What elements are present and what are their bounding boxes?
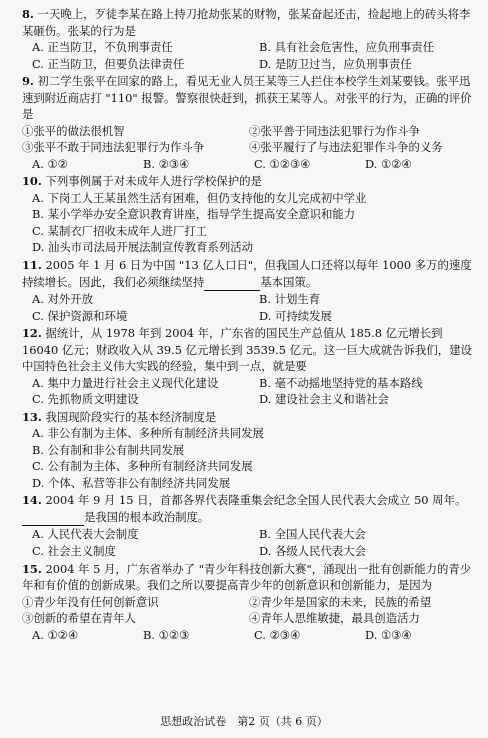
options — [22, 425, 476, 491]
option-d: D. 汕头市司法局开展法制宣传教育系列活动 — [32, 240, 254, 255]
answer-blank[interactable] — [204, 274, 260, 292]
option-b: B. 具有社会危害性，应负刑事责任 — [259, 40, 435, 55]
question-number: 12. — [22, 326, 42, 341]
question-stem — [22, 325, 476, 375]
option-b: B. 某小学举办安全意识教育讲座，指导学生提高安全意识和能力 — [32, 207, 356, 222]
option-b: B. ①②③ — [143, 627, 190, 642]
options — [22, 291, 476, 324]
statement-2: ②张平善于同违法犯罪行为作斗争 — [249, 123, 420, 138]
option-b: B. 计划生育 — [259, 292, 321, 307]
option-b: B. 全国人民代表大会 — [259, 527, 366, 542]
statement-4: ④青年人思维敏捷，最具创造活力 — [249, 611, 420, 626]
options — [22, 39, 476, 72]
option-c: C. ②③④ — [254, 627, 301, 642]
option-a: A. 正当防卫，不负刑事责任 — [32, 40, 173, 55]
options — [22, 627, 476, 644]
option-d: D. ①③④ — [365, 627, 412, 642]
options — [22, 526, 476, 559]
option-b: B. 毫不动摇地坚持党的基本路线 — [259, 375, 423, 390]
question-stem — [22, 492, 476, 526]
option-c: C. 某制衣厂招收未成年人进厂打工 — [32, 223, 208, 238]
question-stem — [22, 6, 476, 39]
question-number: 11. — [22, 257, 42, 272]
option-d: D. 是防卫过当，应负刑事责任 — [259, 56, 412, 71]
option-a: A. ①② — [32, 156, 68, 171]
question-11 — [22, 257, 476, 324]
option-a: A. 非公有制为主体、多种所有制经济共同发展 — [32, 426, 264, 441]
options — [22, 375, 476, 408]
question-number: 9. — [22, 74, 34, 89]
answer-blank[interactable] — [22, 509, 84, 527]
page-footer: 思想政治试卷 第2 页（共 6 页） — [160, 715, 328, 729]
question-stem — [22, 173, 476, 190]
statement-3: ③创新的希望在青年人 — [22, 611, 136, 626]
question-stem — [22, 257, 476, 291]
question-15 — [22, 561, 476, 644]
option-b: B. 公有制和非公有制共同发展 — [32, 442, 185, 457]
option-c: C. 先抓物质文明建设 — [32, 392, 139, 407]
option-d: D. 个体、私营等非公有制经济共同发展 — [32, 475, 231, 490]
question-text: 下列事例属于对未成年人进行学校保护的是 — [45, 174, 262, 189]
question-12 — [22, 325, 476, 408]
question-text-after: 基本国策。 — [260, 274, 318, 289]
option-d: D. 建设社会主义和谐社会 — [259, 392, 389, 407]
question-number: 10. — [22, 174, 42, 189]
question-text: 据统计，从 1978 年到 2004 年，广东省的国民生产总值从 185.8 亿元增长到 16040 亿元；财政收入从 39.5 亿元增长到 3539.5 亿元。这一巨大成就告诉我们，建设中国特色社会主义伟大实践的经验，集中到一点，就是要 — [22, 326, 472, 374]
option-a: A. 集中力量进行社会主义现代化建设 — [32, 375, 219, 390]
statement-1: ①张平的做法很机智 — [22, 123, 125, 138]
question-stem — [22, 409, 476, 426]
question-text: 一天晚上，歹徒李某在路上持刀抢劫张某的财物，张某奋起还击，捡起地上的砖头将李某砸伤。张某的行为是 — [22, 7, 471, 38]
option-c: C. 社会主义制度 — [32, 544, 116, 558]
statement-2: ②青少年是国家的未来，民族的希望 — [249, 594, 432, 609]
question-stem — [22, 73, 476, 123]
option-b: B. ②③④ — [143, 156, 190, 171]
question-9 — [22, 73, 476, 172]
option-c: C. ①②③④ — [254, 156, 311, 171]
question-text-after: 是我国的根本政治制度。 — [84, 509, 210, 524]
option-a: A. 下岗工人王某虽然生活有困难，但仍支持他的女儿完成初中学业 — [32, 190, 367, 205]
statement-3: ③张平不敢于同违法犯罪行为作斗争 — [22, 140, 205, 155]
statement-1: ①青少年没有任何创新意识 — [22, 594, 159, 609]
option-a: A. 对外开放 — [32, 292, 94, 307]
option-d: D. ①②④ — [365, 156, 412, 171]
option-a: A. 人民代表大会制度 — [32, 527, 139, 542]
question-text-before: 2005 年 1 月 6 日为中国 "13 亿人口日"，但我国人口还将以每年 1000 多万的速度持续增长。因此，我们必须继续坚持 — [22, 257, 472, 289]
question-text: 2004 年 5 月，广东省举办了 "青少年科技创新大赛"，涌现出一批有创新能力的青少年和有价值的创新成果。我们之所以要提高青少年的创新意识和创新能力，是因为 — [22, 561, 472, 593]
question-13 — [22, 409, 476, 492]
option-d: D. 可持续发展 — [259, 308, 332, 323]
option-d: D. 各级人民代表大会 — [259, 544, 367, 558]
question-8 — [22, 6, 476, 72]
question-number: 14. — [22, 493, 42, 508]
option-a: A. ①②④ — [32, 627, 79, 642]
statement-4: ④张平履行了与违法犯罪作斗争的义务 — [249, 140, 443, 155]
option-c: C. 保护资源和环境 — [32, 308, 128, 323]
question-stem — [22, 561, 476, 594]
options — [22, 190, 476, 256]
question-text: 我国现阶段实行的基本经济制度是 — [45, 409, 217, 424]
question-number: 13. — [22, 409, 42, 424]
question-text-before: 2004 年 9 月 15 日，首都各界代表隆重集会纪念全国人民代表大会成立 50 周年。 — [45, 493, 467, 508]
question-number: 15. — [22, 561, 42, 576]
question-10 — [22, 173, 476, 256]
question-14 — [22, 492, 476, 559]
statements — [22, 594, 476, 627]
question-text: 初二学生张平在回家的路上，看见无业人员王某等三人拦住本校学生刘某要钱。张平迅速到附近商店打 "110" 报警。警察很快赶到，抓获王某等人。对张平的行为，正确的评价是 — [22, 74, 472, 122]
option-c: C. 公有制为主体、多种所有制经济共同发展 — [32, 459, 253, 474]
statements — [22, 123, 476, 156]
option-c: C. 正当防卫，但要负法律责任 — [32, 56, 185, 71]
options — [22, 156, 476, 173]
question-number: 8. — [22, 7, 34, 21]
